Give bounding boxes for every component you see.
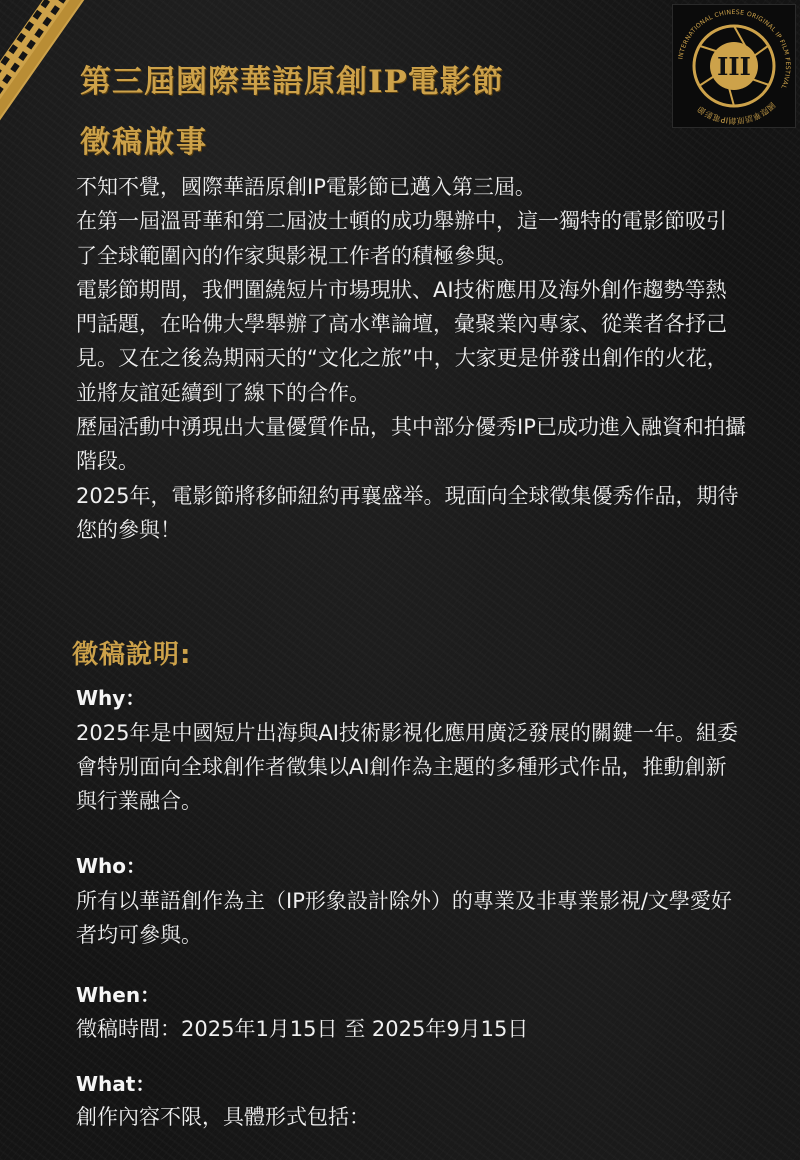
intro-paragraph: 2025年，電影節將移師紐約再襄盛举。現面向全球徵集優秀作品，期待您的參與！ xyxy=(76,483,739,542)
what-text: 創作內容不限，具體形式包括： xyxy=(76,1105,370,1129)
why-label: Why： xyxy=(76,686,146,710)
intro-paragraph: 不知不覺，國際華語原創IP電影節已邁入第三屆。 xyxy=(76,175,536,199)
page-subtitle: 徵稿啟事 xyxy=(80,125,208,160)
intro-paragraph: 在第一屆溫哥華和第二屆波士頓的成功舉辦中，這一獨特的電影節吸引了全球範圍內的作家與影視工作者的積極參與。 xyxy=(76,209,727,268)
svg-text:國際華語原創IP電影節 xyxy=(695,100,776,126)
intro-paragraph: 歷屆活動中湧現出大量優質作品，其中部分優秀IP已成功進入融資和拍攝階段。 xyxy=(76,415,746,474)
guidelines-heading: 徵稿說明: xyxy=(72,640,192,670)
page-title: 第三屆國際華語原創IP電影節 xyxy=(80,64,504,100)
film-strip-decoration xyxy=(0,0,90,130)
who-text: 所有以華語創作為主（IP形象設計除外）的專業及非專業影視/文學愛好者均可參與。 xyxy=(76,889,732,947)
why-text: 2025年是中國短片出海與AI技術影視化應用廣泛發展的關鍵一年。組委會特別面向全球創作者徵集以AI創作為主題的多種形式作品，推動創新與行業融合。 xyxy=(76,721,738,813)
who-label: Who： xyxy=(76,854,147,878)
intro-section xyxy=(76,170,746,547)
logo-numeral: III xyxy=(717,52,751,81)
festival-logo xyxy=(672,4,796,128)
when-text: 徵稿時間：2025年1月15日 至 2025年9月15日 xyxy=(76,1017,529,1041)
what-label: What： xyxy=(76,1072,156,1096)
when-label: When： xyxy=(76,983,161,1007)
festival-logo-emblem xyxy=(673,5,795,127)
logo-ring-english: INTERNATIONAL CHINESE ORIGINAL IP FILM FESTIVAL xyxy=(677,8,792,90)
logo-ring-chinese: 國際華語原創IP電影節 xyxy=(695,100,777,126)
intro-paragraph: 電影節期間，我們圍繞短片市場現狀、AI技術應用及海外創作趨勢等熱門話題，在哈佛大學舉辦了高水準論壇，彙聚業內專家、從業者各抒己見。又在之後為期兩天的“文化之旅”中，大家更是併發出創作的火花，並將友誼延續到了線下的合作。 xyxy=(76,277,728,405)
